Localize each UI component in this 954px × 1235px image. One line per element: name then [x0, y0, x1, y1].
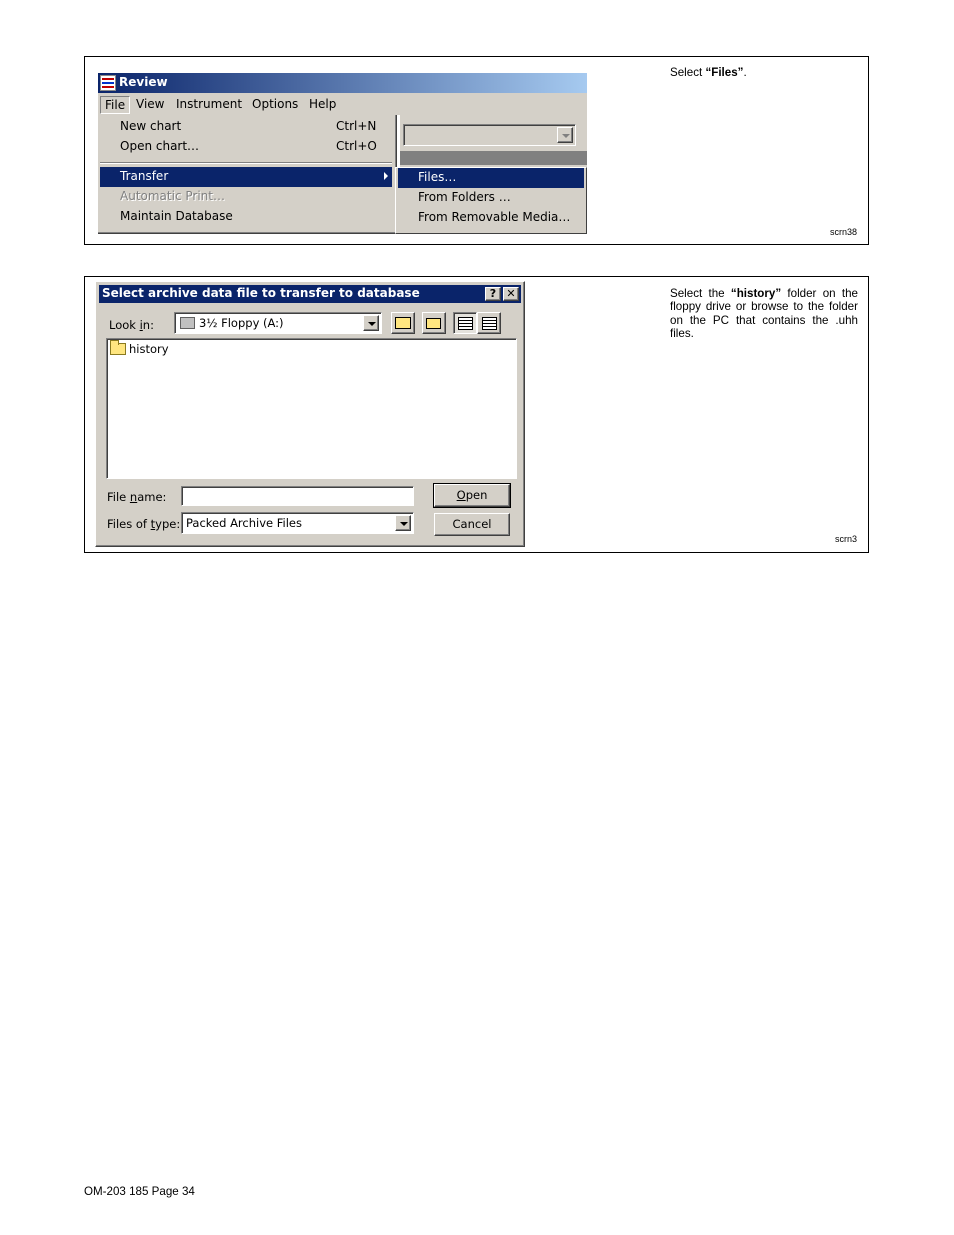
combo-dropdown-button[interactable]: [557, 127, 573, 143]
menu-item-accel: Ctrl+N: [336, 119, 377, 133]
list-view-icon: [458, 317, 473, 330]
gray-strip: [400, 151, 587, 165]
menu-item-new-chart[interactable]: [100, 117, 392, 137]
files-of-type-combo[interactable]: [181, 512, 414, 534]
up-one-level-button[interactable]: [391, 312, 415, 334]
list-view-button[interactable]: [453, 312, 477, 334]
menu-help[interactable]: Help: [309, 97, 337, 111]
submenu-item-from-removable-media[interactable]: From Removable Media…: [418, 210, 571, 224]
look-in-dropdown-button[interactable]: [363, 315, 379, 331]
folder-icon: [110, 343, 126, 355]
menu-options[interactable]: Options: [252, 97, 299, 111]
menu-item-transfer[interactable]: [100, 167, 392, 187]
details-view-button[interactable]: [477, 312, 501, 334]
menu-separator: [100, 162, 392, 164]
file-name-input[interactable]: [181, 486, 414, 506]
cancel-button[interactable]: Cancel: [434, 513, 510, 536]
submenu-arrow-icon: [384, 172, 388, 180]
chevron-down-icon: [400, 522, 408, 526]
files-of-type-label: Files of type:: [107, 517, 181, 531]
submenu-item-from-folders[interactable]: From Folders …: [418, 190, 511, 204]
create-new-folder-button[interactable]: [422, 312, 446, 334]
new-folder-icon: [426, 318, 441, 329]
menu-item-label: Maintain Database: [120, 209, 233, 223]
chevron-down-icon: [562, 134, 570, 138]
page-footer: OM-203 185 Page 34: [84, 1185, 195, 1198]
help-button[interactable]: ?: [485, 287, 501, 301]
instruction-text: Select “Files”.: [670, 66, 747, 79]
file-list[interactable]: [106, 338, 517, 479]
file-menu-dropdown: [98, 115, 397, 234]
window-title: Review: [119, 75, 168, 89]
window-titlebar: [98, 73, 587, 93]
floppy-drive-icon: [180, 317, 195, 329]
menu-instrument[interactable]: Instrument: [176, 97, 243, 111]
toolbar-combo[interactable]: [403, 124, 576, 146]
list-item-name: history: [129, 342, 169, 356]
files-of-type-dropdown-button[interactable]: [395, 515, 411, 531]
dialog-titlebar: [99, 285, 521, 303]
look-in-label: Look in:: [109, 318, 154, 332]
details-view-icon: [482, 317, 497, 330]
menu-item-label: Automatic Print…: [120, 189, 225, 203]
list-item[interactable]: [107, 339, 167, 359]
look-in-combo[interactable]: [174, 312, 382, 334]
close-button[interactable]: ✕: [503, 287, 519, 301]
review-app-icon: [100, 75, 116, 91]
menu-item-label: Open chart…: [120, 139, 200, 153]
instruction-text: Select the “history” folder on the floppy drive or browse to the folder on the PC that contains the .uhh files.: [670, 287, 858, 341]
menu-item-open-chart[interactable]: [100, 137, 392, 157]
menu-item-accel: Ctrl+O: [336, 139, 377, 153]
instruction-panel-1: [84, 56, 869, 245]
dialog-title: Select archive data file to transfer to database: [102, 286, 420, 300]
menu-item-automatic-print: [100, 187, 392, 207]
screenshot-ref: scrn3: [834, 534, 857, 544]
review-window-screenshot: [98, 73, 587, 234]
menu-bar: [98, 93, 587, 115]
open-file-dialog-screenshot: [95, 281, 525, 547]
transfer-submenu: [395, 167, 587, 234]
look-in-value: 3½ Floppy (A:): [199, 316, 284, 330]
file-name-label: File name:: [107, 490, 167, 504]
instruction-panel-2: [84, 276, 869, 553]
menu-item-maintain-database[interactable]: [100, 207, 392, 227]
open-button[interactable]: Open: [434, 484, 510, 507]
folder-up-icon: [395, 317, 411, 329]
files-of-type-value: Packed Archive Files: [186, 516, 302, 530]
screenshot-ref: scrn38: [829, 227, 857, 237]
menu-item-label: New chart: [120, 119, 182, 133]
menu-file[interactable]: File: [100, 96, 130, 114]
submenu-item-files[interactable]: Files…: [398, 168, 584, 188]
chevron-down-icon: [368, 322, 376, 326]
menu-item-label: Transfer: [120, 169, 169, 183]
menu-view[interactable]: View: [136, 97, 165, 111]
